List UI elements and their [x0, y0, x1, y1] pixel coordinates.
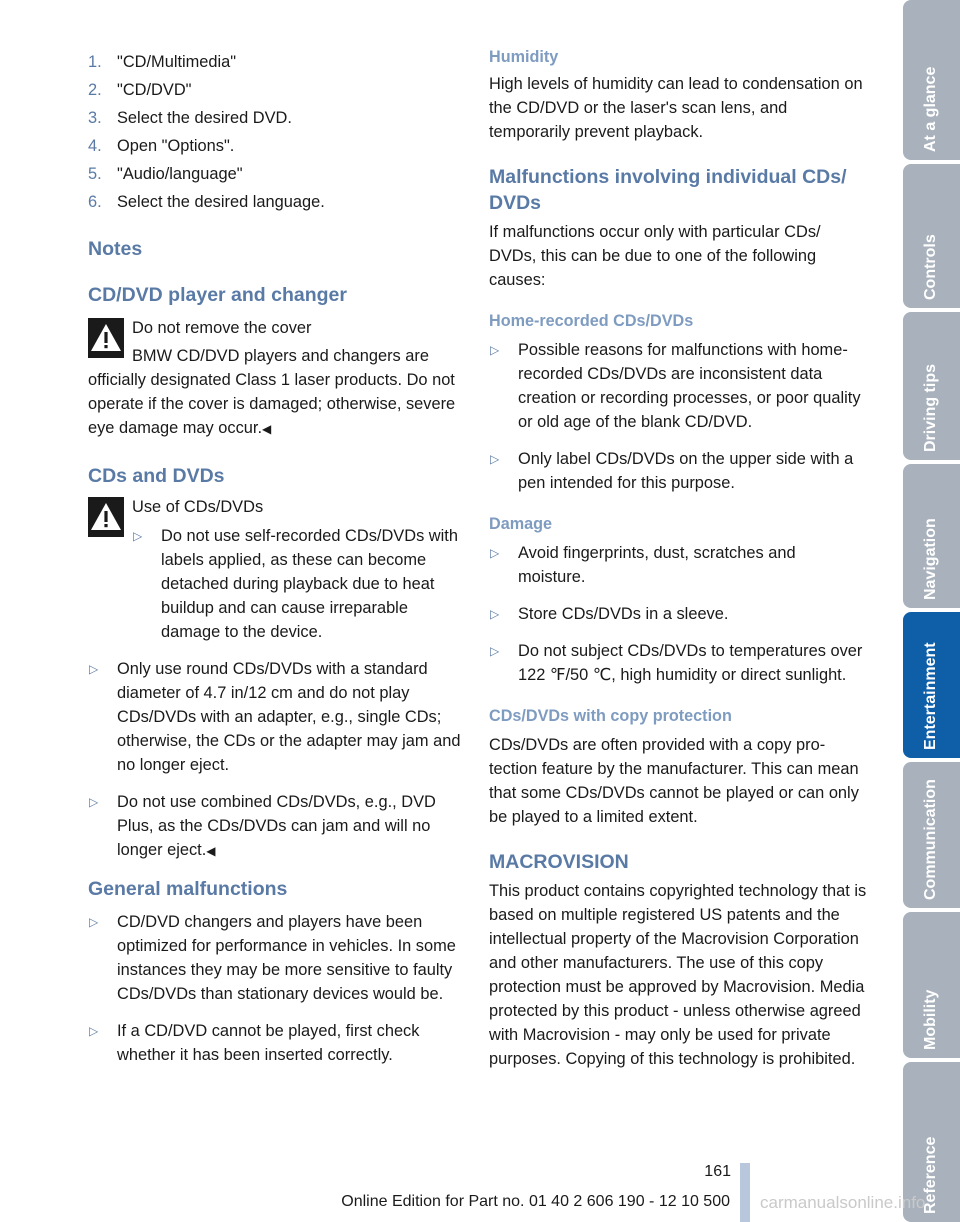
cds-heading: CDs and DVDs	[88, 465, 225, 487]
triangle-bullet-icon: ▷	[490, 343, 500, 357]
triangle-bullet-icon: ▷	[490, 546, 500, 560]
edition-text: Online Edition for Part no. 01 40 2 606 190 - 12 10 500	[341, 1193, 730, 1210]
step-item: 1. "CD/Multimedia"	[88, 53, 237, 71]
triangle-bullet-icon: ▷	[89, 1024, 99, 1038]
triangle-bullet-icon: ▷	[490, 607, 500, 621]
step-item: 6. Select the desired language.	[88, 193, 325, 211]
list-item: ▷ Avoid fingerprints, dust, scratches and moisture.	[489, 541, 867, 589]
list-item: ▷ Do not use self-recorded CDs/DVDs with labels applied, as these can become detached during playback due to heat buildup and can cause irreparable damage to the device.	[132, 524, 466, 644]
individual-heading: Malfunctions involving individual CDs/ DVDs	[489, 166, 847, 214]
tab-navigation[interactable]: Navigation	[903, 464, 960, 608]
chapter-sidebar	[903, 0, 960, 1222]
warning-bullets	[132, 524, 466, 644]
macrovision-text: This product contains copyrighted technology that is based on multiple registered US patents and the intellectual property of the Macrovision Corporation and other manufacturers. The use of this copy protection must be approved by Macrovision. Media protected by this product - unless otherwise agreed with Macrovision - may only be used for private purposes. Copying of this technology is prohibited.	[489, 882, 867, 1068]
tab-communication[interactable]: Communication	[903, 762, 960, 908]
watermark: carmanualsonline.info	[760, 1193, 926, 1212]
cds-bullets	[88, 657, 466, 863]
player-heading: CD/DVD player and changer	[88, 284, 347, 306]
tab-driving-tips[interactable]: Driving tips	[903, 312, 960, 460]
list-item: ▷ If a CD/DVD cannot be played, first check whether it has been inserted correctly.	[88, 1019, 466, 1067]
triangle-bullet-icon: ▷	[89, 795, 99, 809]
tab-entertainment[interactable]: Entertainment	[903, 612, 960, 758]
home-recorded-heading: Home-recorded CDs/DVDs	[489, 312, 694, 330]
step-item: 2. "CD/DVD"	[88, 81, 192, 99]
list-item: ▷ Do not use combined CDs/DVDs, e.g., DVD Plus, as the CDs/DVDs can jam and will no longer eject.◀	[88, 790, 466, 863]
right-column	[489, 46, 867, 1071]
home-bullets	[489, 338, 867, 495]
triangle-bullet-icon: ▷	[490, 452, 500, 466]
individual-text: If malfunctions occur only with particular CDs/ DVDs, this can be due to one of the following causes:	[489, 223, 821, 289]
tab-at-a-glance[interactable]: At a glance	[903, 0, 960, 160]
warning-cover	[88, 316, 466, 441]
copy-protection-heading: CDs/DVDs with copy protection	[489, 707, 732, 725]
general-heading: General malfunctions	[88, 878, 288, 900]
list-item: ▷ CD/DVD changers and players have been optimized for performance in vehicles. In some instances they may be more sensitive to faulty CDs/DVDs than stationary devices would be.	[88, 910, 466, 1006]
damage-heading: Damage	[489, 515, 552, 533]
warning-text: BMW CD/DVD players and changers are	[132, 347, 429, 365]
warning-triangle-icon	[88, 318, 124, 358]
general-bullets	[88, 910, 466, 1067]
notes-heading: Notes	[88, 238, 143, 260]
left-column	[88, 50, 466, 1080]
step-item: 4. Open "Options".	[88, 137, 235, 155]
end-mark-icon: ◀	[206, 844, 216, 858]
list-item: ▷ Store CDs/DVDs in a sleeve.	[489, 602, 867, 626]
triangle-bullet-icon: ▷	[133, 529, 143, 543]
damage-bullets	[489, 541, 867, 687]
list-item: ▷ Possible reasons for malfunctions with home-recorded CDs/DVDs are inconsistent data creation or recording processes, or poor quality or old age of the blank CD/DVD.	[489, 338, 867, 434]
tab-controls[interactable]: Controls	[903, 164, 960, 308]
list-item: ▷ Only label CDs/DVDs on the upper side with a pen intended for this purpose.	[489, 447, 867, 495]
triangle-bullet-icon: ▷	[89, 662, 99, 676]
end-mark-icon: ◀	[262, 422, 272, 436]
tab-reference[interactable]: Reference	[903, 1062, 960, 1222]
triangle-bullet-icon: ▷	[89, 915, 99, 929]
humidity-text: High levels of humidity can lead to condensation on the CD/DVD or the laser's scan lens, and temporarily prevent playback.	[489, 75, 863, 141]
humidity-heading: Humidity	[489, 48, 559, 66]
list-item: ▷ Only use round CDs/DVDs with a standard diameter of 4.7 in/12 cm and do not play CDs/DVDs with an adapter, e.g., single CDs; otherwise, the CDs or the adapter may jam and no longer eject.	[88, 657, 466, 777]
copy-protection-text: CDs/DVDs are often provided with a copy protection feature by the manufacturer. This can mean that some CDs/DVDs cannot be played or can only be played to a limited extent.	[489, 736, 859, 826]
page-number: 161	[704, 1163, 731, 1180]
step-item: 3. Select the desired DVD.	[88, 109, 292, 127]
step-list	[88, 50, 466, 214]
macrovision-heading: MACROVISION	[489, 851, 629, 873]
triangle-bullet-icon: ▷	[490, 644, 500, 658]
list-item: ▷ Do not subject CDs/DVDs to temperatures over 122 ℉/50 ℃, high humidity or direct sunlight.	[489, 639, 867, 687]
tab-mobility[interactable]: Mobility	[903, 912, 960, 1058]
step-item: 5. "Audio/language"	[88, 165, 243, 183]
warning-text-continued: officially designated Class 1 laser products. Do not operate if the cover is damaged; otherwise, severe eye damage may occur.◀	[88, 371, 456, 437]
warning-use	[88, 495, 466, 644]
page-number-bar	[740, 1163, 750, 1222]
warning-title: Use of CDs/DVDs	[132, 498, 264, 516]
warning-title: Do not remove the cover	[132, 319, 312, 337]
warning-triangle-icon	[88, 497, 124, 537]
